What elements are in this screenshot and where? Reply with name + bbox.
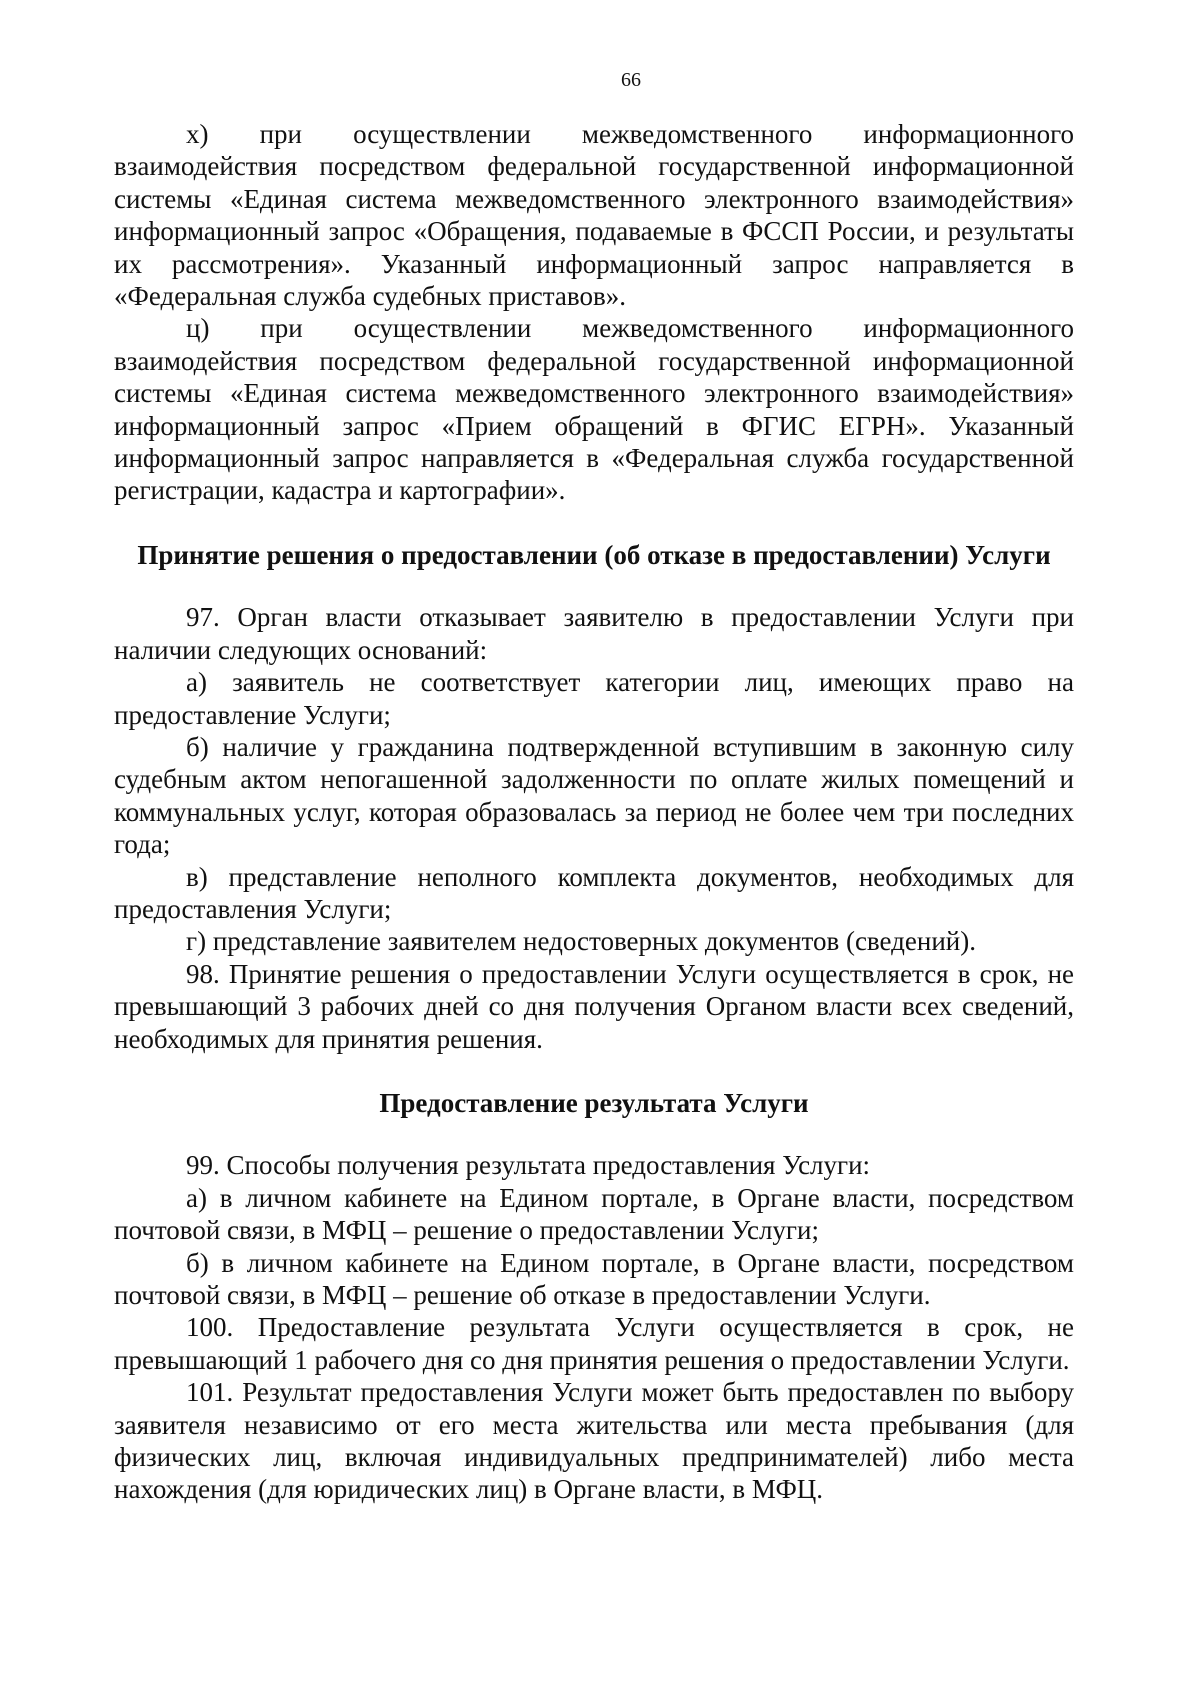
paragraph-97: 97. Орган власти отказывает заявителю в предоставлении Услуги при наличии следующих оснований:: [114, 602, 1074, 665]
paragraph-99: 99. Способы получения результата предоставления Услуги:: [186, 1150, 871, 1181]
paragraph-99-a: а) в личном кабинете на Едином портале, в Органе власти, посредством почтовой связи, в МФЦ – решение о предоставлении Услуги;: [114, 1182, 1074, 1246]
paragraph-97-b: б) наличие у гражданина подтвержденной вступившим в законную силу судебным актом непогашенной задолженности по оплате жилых помещений и коммунальных услуг, которая образовалась за период не более чем три последних года;: [114, 731, 1074, 860]
paragraph-97-a: а) заявитель не соответствует категории лиц, имеющих право на предоставление Услуги;: [114, 667, 1074, 730]
paragraph-101: 101. Результат предоставления Услуги может быть предоставлен по выбору заявителя независимо от его места жительства или места пребывания (для физических лиц, включая индивидуальных предпринимателей) либо места нахождения (для юридических лиц) в Органе власти, в МФЦ.: [114, 1377, 1074, 1505]
section-heading-result: Предоставление результата Услуги: [379, 1087, 809, 1118]
section-spacer: [114, 1119, 1074, 1149]
section-spacer: [114, 1055, 1074, 1087]
paragraph-97-g: г) представление заявителем недостоверных документов (сведений).: [186, 926, 976, 957]
section-heading-decision: Принятие решения о предоставлении (об отказе в предоставлении) Услуги: [137, 539, 1051, 570]
section-spacer: [114, 507, 1074, 539]
paragraph-ts: ц) при осуществлении межведомственного информационного взаимодействия посредством федеральной государственной информационной системы «Единая система межведомственного электронного взаимодействия» информационный запрос «Прием обращений в ФГИС ЕГРН». Указанный информационный запрос направляется в «Федеральная служба государственной регистрации, кадастра и картографии».: [114, 313, 1074, 506]
paragraph-99-b: б) в личном кабинете на Едином портале, в Органе власти, посредством почтовой связи, в МФЦ – решение об отказе в предоставлении Услуги.: [114, 1247, 1074, 1310]
paragraph-98: 98. Принятие решения о предоставлении Услуги осуществляется в срок, не превышающий 3 рабочих дней со дня получения Органом власти всех сведений, необходимых для принятия решения.: [114, 958, 1074, 1054]
paragraph-kh: х) при осуществлении межведомственного информационного взаимодействия посредством федеральной государственной информационной системы «Единая система межведомственного электронного взаимодействия» информационный запрос «Обращения, подаваемые в ФССП России, и результаты их рассмотрения». Указанный информационный запрос направляется в «Федеральная служба судебных приставов».: [114, 119, 1074, 312]
section-spacer: [114, 571, 1074, 601]
paragraph-97-v: в) представление неполного комплекта документов, необходимых для предоставления Услуги;: [114, 861, 1074, 924]
paragraph-100: 100. Предоставление результата Услуги осуществляется в срок, не превышающий 1 рабочего дня со дня принятия решения о предоставлении Услуги.: [114, 1312, 1074, 1375]
page-number: 66: [621, 69, 641, 91]
document-body: [114, 118, 1074, 1506]
